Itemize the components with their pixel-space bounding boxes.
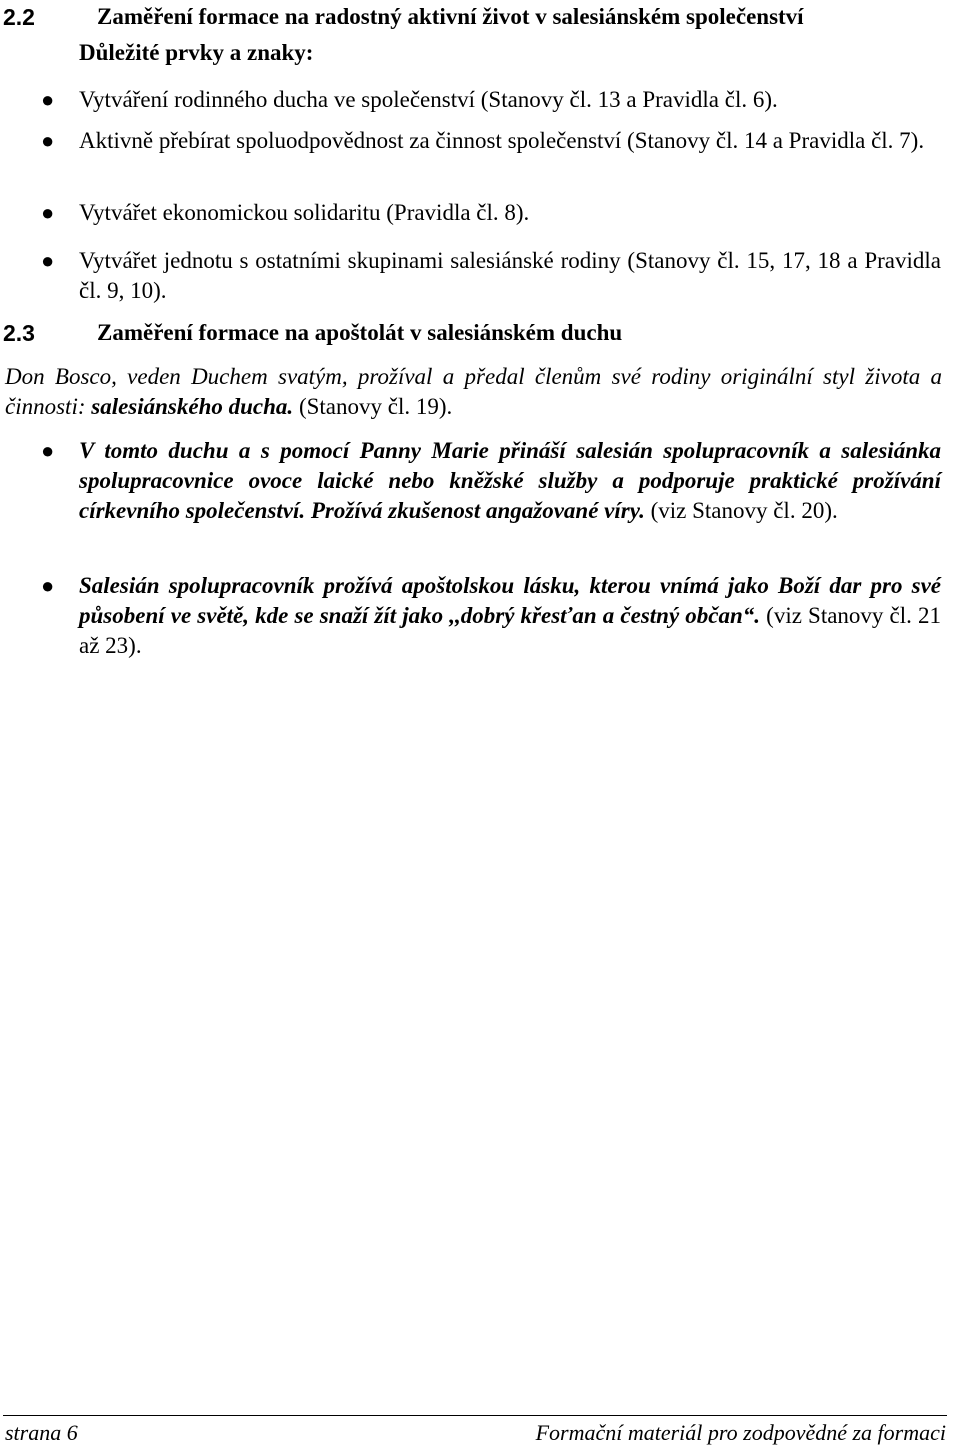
section-2-2-title: Zaměření formace na radostný aktivní život v salesiánském společenství — [97, 4, 804, 29]
list-item-reference: (viz Stanovy čl. 21 až 23). — [79, 603, 942, 658]
bullet-icon: ● — [41, 573, 55, 598]
section-2-3-title: Zaměření formace na apoštolát v salesiánském duchu — [97, 320, 623, 345]
footer-divider — [3, 1415, 947, 1416]
section-2-3-intro — [5, 362, 942, 422]
list-item — [41, 198, 941, 228]
list-item — [41, 246, 941, 306]
section-2-2-number: 2.2 — [3, 4, 35, 30]
list-item-text: Vytvářet ekonomickou solidaritu (Pravidla čl. 8). — [79, 200, 530, 225]
list-item — [41, 85, 941, 115]
list-item-reference: (viz Stanovy čl. 20). — [650, 498, 838, 523]
section-2-2-subheading: Důležité prvky a znaky: — [79, 40, 314, 65]
list-item — [41, 436, 941, 526]
list-item — [41, 571, 942, 661]
list-item-text: Vytváření rodinného ducha ve společenství (Stanovy čl. 13 a Pravidla čl. 6). — [79, 87, 778, 112]
section-2-3-number: 2.3 — [3, 320, 35, 346]
intro-reference: (Stanovy čl. 19). — [298, 394, 453, 419]
bullet-icon: ● — [41, 128, 55, 153]
list-item — [41, 126, 941, 156]
bullet-icon: ● — [41, 248, 55, 273]
list-item-text: V tomto duchu a s pomocí Panny Marie přináší salesián spolupracovník a salesiánka spolupracovnice ovoce laické nebo kněžské služby a podporuje praktické prožívání církevního společenství. Prožívá zkušenost angažované víry. — [79, 438, 941, 523]
footer-document-title: Formační materiál pro zodpovědné za formaci — [535, 1420, 946, 1445]
bullet-icon: ● — [41, 87, 55, 112]
list-item-text: Aktivně přebírat spoluodpovědnost za činnost společenství (Stanovy čl. 14 a Pravidla čl. 7). — [79, 128, 925, 153]
list-item-text: Salesián spolupracovník prožívá apoštolskou lásku, kterou vnímá jako Boží dar pro své působení ve světě, kde se snaží žít jako ,,dobrý křesťan a čestný občan“. — [79, 573, 941, 628]
intro-bold-text: salesiánského ducha. — [91, 394, 294, 419]
bullet-icon: ● — [41, 438, 55, 463]
bullet-icon: ● — [41, 200, 55, 225]
footer-page-number: strana 6 — [5, 1420, 78, 1445]
list-item-text: Vytvářet jednotu s ostatními skupinami salesiánské rodiny (Stanovy čl. 15, 17, 18 a Pravidla čl. 9, 10). — [79, 248, 941, 303]
intro-text: Don Bosco, veden Duchem svatým, prožíval a předal členům své rodiny originální styl života a činnosti: — [5, 364, 942, 419]
